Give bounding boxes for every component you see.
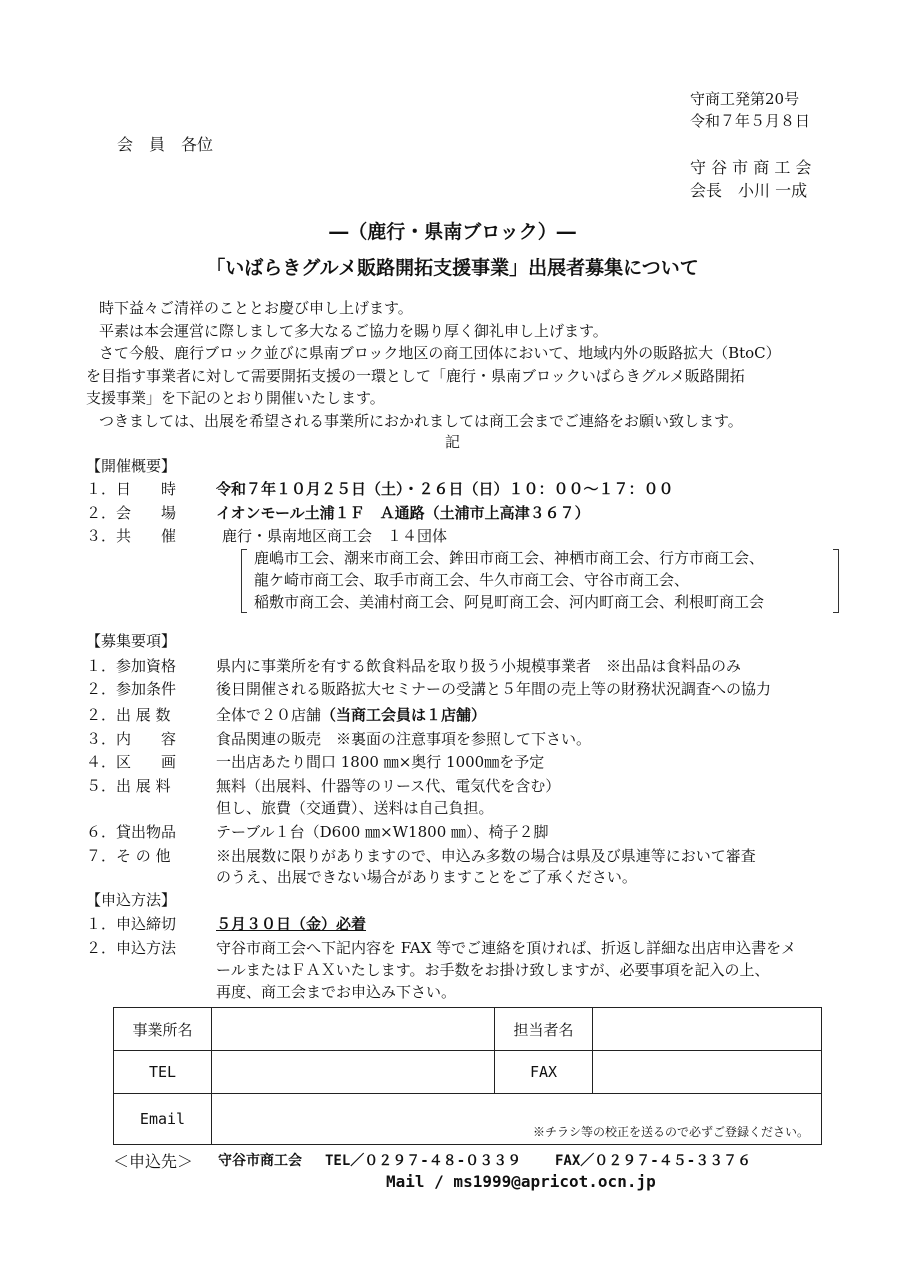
recruit-item-label: ６．貸出物品 <box>86 823 177 841</box>
recruit-item-value: のうえ、出展できない場合がありますことをご了承ください。 <box>216 868 637 886</box>
method-line-2: ールまたはＦＡＸいたします。お手数をお掛け致しますが、必要事項を記入の上、 <box>216 961 770 979</box>
deadline-value: ５月３０日（金）必着 <box>216 915 367 933</box>
tel-label: TEL <box>114 1051 212 1094</box>
addressee: 会 員 各位 <box>117 135 214 154</box>
method-line-3: 再度、商工会までお申込み下さい。 <box>216 983 457 1001</box>
overview-item-label: ２．会 場 <box>86 504 177 522</box>
overview-item-value: イオンモール土浦１Ｆ Ａ通路（土浦市上高津３６７） <box>216 504 590 522</box>
ki-mark: 記 <box>445 433 461 451</box>
recruit-item-value: 県内に事業所を有する飲食料品を取り扱う小規模事業者 ※出品は食料品のみ <box>216 657 742 675</box>
fax-field[interactable] <box>593 1051 822 1094</box>
document-date: 令和７年５月８日 <box>690 112 811 130</box>
title-line-2: 「いばらきグルメ販路開拓支援事業」出展者募集について <box>206 257 699 279</box>
cohost-line-3: 稲敷市商工会、美浦村商工会、阿見町商工会、河内町商工会、利根町商工会 <box>254 593 765 611</box>
email-label: Email <box>114 1094 212 1145</box>
overview-item-value: 令和７年１０月２５日（土）・２６日（日）１０：００～１７：００ <box>216 480 674 498</box>
intro-p1: 時下益々ご清祥のこととお慶び申し上げます。 <box>99 299 413 317</box>
recruit-item-value: テーブル１台（D600 ㎜×W1800 ㎜）、椅子２脚 <box>216 823 549 841</box>
intro-p4: つきましては、出展を希望される事業所におかれましては商工会までご連絡をお願い致します。 <box>99 411 743 430</box>
cohost-line-1: 鹿嶋市工会、潮来市商工会、鉾田市商工会、神栖市商工会、行方市商工会、 <box>254 549 765 567</box>
email-field[interactable] <box>212 1094 822 1145</box>
intro-p3b: を目指す事業者に対して需要開拓支援の一環として「鹿行・県南ブロックいばらきグルメ販路開拓 <box>86 366 745 385</box>
intro-p3a: さて今般、鹿行ブロック並びに県南ブロック地区の商工団体において、地域内外の販路拡大（BtoC） <box>99 344 781 362</box>
recruit-item-value: ※出展数に限りがありますので、申込み多数の場合は県及び県連等において審査 <box>216 847 756 865</box>
recruit-item-label: ３．内 容 <box>86 730 177 748</box>
method-label: ２．申込方法 <box>86 939 177 957</box>
right-bracket <box>833 549 839 613</box>
recruit-item-label: ２．出 展 数 <box>86 706 171 724</box>
booth-count: 全体で２０店舗 <box>216 706 322 724</box>
overview-heading: 【開催概要】 <box>86 457 177 475</box>
intro-p3c: 支援事業」を下記のとおり開催いたします。 <box>86 389 385 407</box>
application-form-table <box>113 1007 822 1145</box>
contact-fax: FAX／０２９７-４５-３３７６ <box>555 1153 752 1169</box>
recruit-item-value: 但し、旅費（交通費）、送料は自己負担。 <box>216 799 494 817</box>
cohost-line-2: 龍ケ崎市商工会、取手市商工会、牛久市商工会、守谷市商工会、 <box>254 571 690 589</box>
business-name-label: 事業所名 <box>114 1008 212 1051</box>
deadline-label: １．申込締切 <box>86 915 177 933</box>
intro-p2: 平素は本会運営に際しまして多大なるご協力を賜り厚く御礼申し上げます。 <box>99 321 608 340</box>
left-bracket <box>241 549 247 613</box>
apply-heading: 【申込方法】 <box>86 891 177 909</box>
business-name-field[interactable] <box>212 1008 495 1051</box>
recruit-item-value: 一出店あたり間口 1800 ㎜×奥行 1000㎜を予定 <box>216 753 545 771</box>
sender-person: 会長 小川 一成 <box>690 181 808 200</box>
recruit-item-label: ７．そ の 他 <box>86 847 171 865</box>
overview-item-label: ３．共 催 <box>86 527 177 545</box>
intro-paragraphs <box>86 297 828 432</box>
recruit-item-value: 無料（出展料、什器等のリース代、電気代を含む） <box>216 777 561 795</box>
recruit-item-value: 後日開催される販路拡大セミナーの受講と５年間の売上等の財務状況調査への協力 <box>216 680 772 698</box>
overview-item-label: １．日 時 <box>86 480 177 498</box>
recruit-item-label: ５．出 展 料 <box>86 777 171 795</box>
recruit-item-value <box>216 704 486 726</box>
person-label: 担当者名 <box>495 1008 593 1051</box>
contact-org: 守谷市商工会 <box>218 1153 302 1169</box>
recruit-item-label: ４．区 画 <box>86 753 177 771</box>
method-line-1: 守谷市商工会へ下記内容を FAX 等でご連絡を頂ければ、折返し詳細な出店申込書をメ <box>216 939 797 957</box>
contact-mail[interactable]: Mail / ms1999@apricot.ocn.jp <box>386 1172 656 1191</box>
email-note: ※チラシ等の校正を送るので必ずご登録ください。 <box>532 1125 809 1139</box>
person-field[interactable] <box>593 1008 822 1051</box>
contact-label: ＜申込先＞ <box>113 1152 194 1171</box>
fax-label: FAX <box>495 1051 593 1094</box>
recruit-item-label: ２．参加条件 <box>86 680 177 698</box>
recruit-heading: 【募集要項】 <box>86 632 177 650</box>
document-number: 守商工発第20号 <box>690 90 800 108</box>
recruit-item-value: 食品関連の販売 ※裏面の注意事項を参照して下さい。 <box>216 730 592 748</box>
sender-organization: 守 谷 市 商 工 会 <box>690 158 812 177</box>
title-line-1: ―（鹿行・県南ブロック）― <box>329 221 576 243</box>
recruit-item-label: １．参加資格 <box>86 657 177 675</box>
overview-item-value: 鹿行・県南地区商工会 １４団体 <box>222 527 448 545</box>
booth-count-note: （当商工会員は１店舗） <box>321 706 487 724</box>
contact-tel: TEL／０２９７-４８-０３３９ <box>325 1153 522 1169</box>
tel-field[interactable] <box>212 1051 495 1094</box>
